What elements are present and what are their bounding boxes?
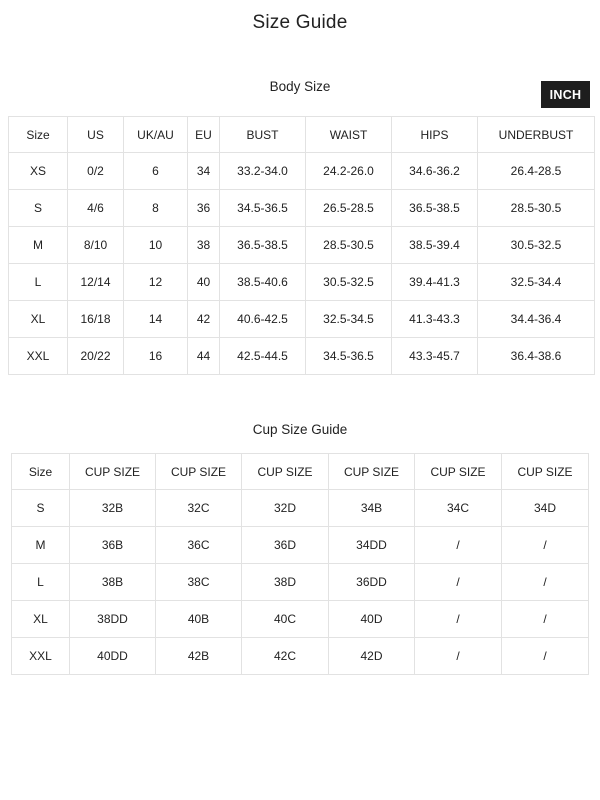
table-cell: 4/6 [68,190,124,227]
body-size-title: Body Size [269,79,331,94]
table-cell: 38 [188,227,220,264]
table-cell: 34D [502,490,589,527]
column-header: US [68,117,124,153]
table-header-row [9,117,595,153]
table-cell: 36.5-38.5 [392,190,478,227]
table-row [12,490,589,527]
size-label-cell: XL [9,301,68,338]
table-cell: 36D [242,527,329,564]
table-cell: / [415,527,502,564]
column-header: UK/AU [124,117,188,153]
table-cell: 34 [188,153,220,190]
table-cell: 8 [124,190,188,227]
table-cell: / [502,527,589,564]
table-cell: 14 [124,301,188,338]
table-cell: 12 [124,264,188,301]
table-cell: 32.5-34.5 [306,301,392,338]
table-cell: 26.4-28.5 [478,153,595,190]
column-header: EU [188,117,220,153]
table-cell: 42D [329,638,415,675]
table-cell: 34.6-36.2 [392,153,478,190]
table-cell: 34C [415,490,502,527]
column-header: UNDERBUST [478,117,595,153]
size-label-cell: L [12,564,70,601]
table-cell: 44 [188,338,220,375]
column-header: CUP SIZE [156,454,242,490]
table-cell: 36B [70,527,156,564]
table-cell: / [415,601,502,638]
table-cell: 8/10 [68,227,124,264]
table-cell: 40C [242,601,329,638]
table-cell: 6 [124,153,188,190]
table-cell: / [415,638,502,675]
column-header: BUST [220,117,306,153]
body-size-table [8,116,595,375]
table-cell: 40D [329,601,415,638]
table-row [9,153,595,190]
table-cell: 42 [188,301,220,338]
table-row [9,301,595,338]
table-cell: 32.5-34.4 [478,264,595,301]
table-cell: 40B [156,601,242,638]
table-row [9,338,595,375]
table-cell: 36DD [329,564,415,601]
table-cell: 10 [124,227,188,264]
table-cell: 34DD [329,527,415,564]
table-cell: 38.5-39.4 [392,227,478,264]
table-cell: 16/18 [68,301,124,338]
table-row [9,190,595,227]
table-header-row [12,454,589,490]
table-cell: 0/2 [68,153,124,190]
table-cell: 12/14 [68,264,124,301]
table-cell: / [502,564,589,601]
table-cell: 32D [242,490,329,527]
size-label-cell: M [12,527,70,564]
table-cell: 33.2-34.0 [220,153,306,190]
table-cell: 42.5-44.5 [220,338,306,375]
table-cell: / [502,601,589,638]
table-cell: 32B [70,490,156,527]
column-header: WAIST [306,117,392,153]
table-cell: 40DD [70,638,156,675]
table-cell: 38B [70,564,156,601]
table-cell: 43.3-45.7 [392,338,478,375]
table-cell: 42C [242,638,329,675]
column-header: CUP SIZE [242,454,329,490]
column-header: CUP SIZE [329,454,415,490]
table-cell: 36.5-38.5 [220,227,306,264]
table-cell: 38C [156,564,242,601]
column-header: CUP SIZE [70,454,156,490]
column-header: Size [9,117,68,153]
table-cell: 34.4-36.4 [478,301,595,338]
table-row [12,601,589,638]
size-label-cell: XS [9,153,68,190]
table-row [12,527,589,564]
table-cell: 36.4-38.6 [478,338,595,375]
table-cell: 26.5-28.5 [306,190,392,227]
table-cell: / [502,638,589,675]
column-header: HIPS [392,117,478,153]
size-label-cell: S [9,190,68,227]
table-cell: 24.2-26.0 [306,153,392,190]
table-row [9,227,595,264]
unit-toggle-button[interactable]: INCH [541,81,590,108]
table-cell: 40 [188,264,220,301]
table-cell: 34.5-36.5 [220,190,306,227]
size-label-cell: XXL [9,338,68,375]
table-cell: 30.5-32.5 [306,264,392,301]
table-cell: 36C [156,527,242,564]
table-cell: 38DD [70,601,156,638]
column-header: Size [12,454,70,490]
size-label-cell: M [9,227,68,264]
page-title: Size Guide [252,12,348,33]
cup-size-title: Cup Size Guide [252,422,348,437]
size-label-cell: L [9,264,68,301]
table-cell: 40.6-42.5 [220,301,306,338]
table-cell: 20/22 [68,338,124,375]
table-cell: 38.5-40.6 [220,264,306,301]
size-label-cell: XL [12,601,70,638]
table-cell: 39.4-41.3 [392,264,478,301]
table-cell: 30.5-32.5 [478,227,595,264]
table-cell: 28.5-30.5 [478,190,595,227]
table-row [12,638,589,675]
cup-size-table [11,453,589,675]
table-cell: 34B [329,490,415,527]
table-cell: 34.5-36.5 [306,338,392,375]
column-header: CUP SIZE [415,454,502,490]
table-row [12,564,589,601]
column-header: CUP SIZE [502,454,589,490]
table-cell: / [415,564,502,601]
table-cell: 28.5-30.5 [306,227,392,264]
table-cell: 38D [242,564,329,601]
table-cell: 42B [156,638,242,675]
size-label-cell: XXL [12,638,70,675]
table-cell: 36 [188,190,220,227]
table-cell: 41.3-43.3 [392,301,478,338]
table-cell: 32C [156,490,242,527]
table-cell: 16 [124,338,188,375]
size-label-cell: S [12,490,70,527]
table-row [9,264,595,301]
